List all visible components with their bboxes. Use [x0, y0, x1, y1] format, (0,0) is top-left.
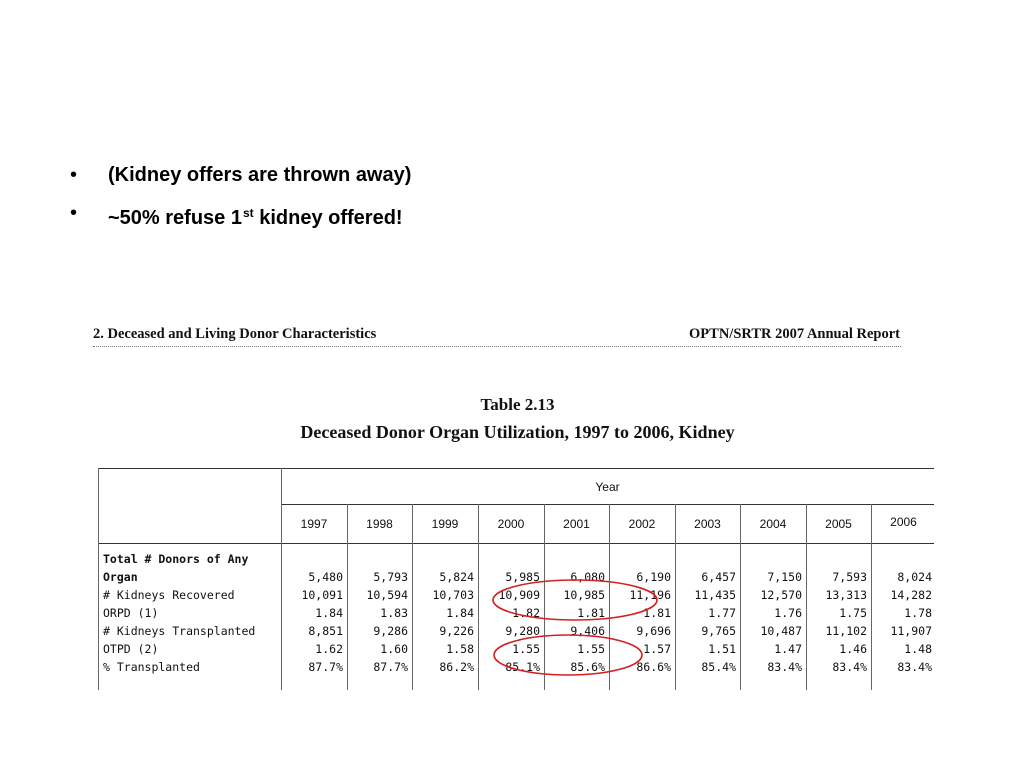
table-cell: 8,851 [308, 624, 343, 638]
table-cell: 10,909 [498, 588, 540, 602]
table-cell: 85.1% [505, 660, 540, 674]
bullet-item [70, 198, 411, 236]
table-cell: 9,406 [570, 624, 605, 638]
table-cell: 87.7% [373, 660, 408, 674]
bullet-text: (Kidney offers are thrown away) [108, 164, 412, 186]
year-column-header: 2003 [694, 517, 721, 531]
bullet-list [70, 160, 411, 236]
data-table [98, 468, 934, 690]
table-cell: 9,226 [439, 624, 474, 638]
year-column-header: 2004 [759, 517, 787, 531]
table-cell: 1.83 [380, 606, 408, 620]
table-cell: 1.57 [643, 642, 671, 656]
table-cell: 12,570 [760, 588, 802, 602]
table-cell: 85.4% [701, 660, 736, 674]
header-bottom-rule [98, 543, 934, 544]
label-column-rule [281, 468, 282, 690]
bullet-text-sup: st [242, 206, 254, 220]
table-subtitle: Deceased Donor Organ Utilization, 1997 to 2006, Kidney [300, 422, 735, 442]
table-cell: 1.47 [774, 642, 802, 656]
table-cell: 10,594 [366, 588, 408, 602]
table-top-rule [98, 468, 934, 469]
table-cell: 1.78 [904, 606, 932, 620]
row-label: Total # Donors of Any [103, 552, 249, 566]
table-cell: 5,985 [505, 570, 540, 584]
table-cell: 10,985 [563, 588, 605, 602]
table-left-rule [98, 468, 99, 690]
year-column-header: 2001 [563, 517, 590, 531]
row-label: ORPD (1) [103, 606, 159, 620]
table-cell: 86.2% [439, 660, 474, 674]
table-cell: 13,313 [825, 588, 867, 602]
table-cell: 1.58 [446, 642, 474, 656]
table-cell: 1.84 [446, 606, 474, 620]
table-cell: 6,080 [570, 570, 605, 584]
header-rule [93, 346, 901, 347]
table-cell: 1.84 [315, 606, 343, 620]
bullet-text-pre: ~50% refuse 1 [108, 207, 242, 229]
table-cell: 7,150 [767, 570, 802, 584]
table-cell: 9,765 [701, 624, 736, 638]
table-cell: 85.6% [570, 660, 605, 674]
table-cell: 6,190 [636, 570, 671, 584]
table-cell: 11,102 [825, 624, 867, 638]
table-cell: 11,435 [694, 588, 736, 602]
table-cell: 5,793 [373, 570, 408, 584]
table-cell: 1.81 [643, 606, 671, 620]
table-cell: 10,487 [760, 624, 802, 638]
table-cell: 9,280 [505, 624, 540, 638]
report-publication: OPTN/SRTR 2007 Annual Report [689, 326, 900, 342]
table-cell: 9,696 [636, 624, 671, 638]
table-cell: 10,703 [432, 588, 474, 602]
table-cell: 1.48 [904, 642, 932, 656]
table-cell: 83.4% [767, 660, 802, 674]
table-cell: 1.46 [839, 642, 867, 656]
year-header: Year [595, 480, 620, 494]
table-cell: 1.77 [708, 606, 736, 620]
year-column-header: 2002 [628, 517, 656, 531]
row-label: Organ [103, 570, 138, 584]
row-label: OTPD (2) [103, 642, 159, 656]
table-cell: 5,824 [439, 570, 474, 584]
table-cell: 11,196 [629, 588, 671, 602]
report-section-heading: 2. Deceased and Living Donor Characteristics [93, 326, 377, 342]
table-cell: 1.55 [577, 642, 605, 656]
row-label: % Transplanted [103, 660, 200, 674]
table-cell: 86.6% [636, 660, 671, 674]
table-cell: 1.60 [380, 642, 408, 656]
bullet-text-post: kidney offered! [253, 207, 403, 229]
row-label: # Kidneys Recovered [103, 588, 235, 602]
table-cell: 1.76 [774, 606, 802, 620]
year-column-header: 2006 [890, 515, 917, 529]
year-column-header: 1998 [366, 517, 393, 531]
table-cell: 9,286 [373, 624, 408, 638]
table-title: Table 2.13 [480, 395, 555, 414]
table-cell: 11,907 [890, 624, 932, 638]
bullet-item [70, 160, 411, 198]
table-cell: 14,282 [890, 588, 932, 602]
year-divider-rule [281, 504, 934, 505]
table-cell: 87.7% [308, 660, 343, 674]
year-column-header: 2000 [497, 517, 525, 531]
table-cell: 1.75 [839, 606, 867, 620]
table-cell: 10,091 [301, 588, 343, 602]
table-cell: 1.62 [315, 642, 343, 656]
table-cell: 1.82 [512, 606, 540, 620]
year-column-header: 2005 [825, 517, 852, 531]
table-cell: 5,480 [308, 570, 343, 584]
bullet-dot: • [70, 164, 78, 186]
year-column-header: 1999 [431, 517, 459, 531]
table-cell: 6,457 [701, 570, 736, 584]
table-cell: 8,024 [897, 570, 932, 584]
table-cell: 1.81 [577, 606, 605, 620]
table-cell: 83.4% [897, 660, 932, 674]
bullet-dot: • [70, 202, 78, 224]
row-label: # Kidneys Transplanted [103, 624, 256, 638]
table-cell: 7,593 [832, 570, 867, 584]
table-cell: 1.55 [512, 642, 540, 656]
table-cell: 1.51 [708, 642, 736, 656]
table-cell: 83.4% [832, 660, 867, 674]
year-column-header: 1997 [300, 517, 328, 531]
